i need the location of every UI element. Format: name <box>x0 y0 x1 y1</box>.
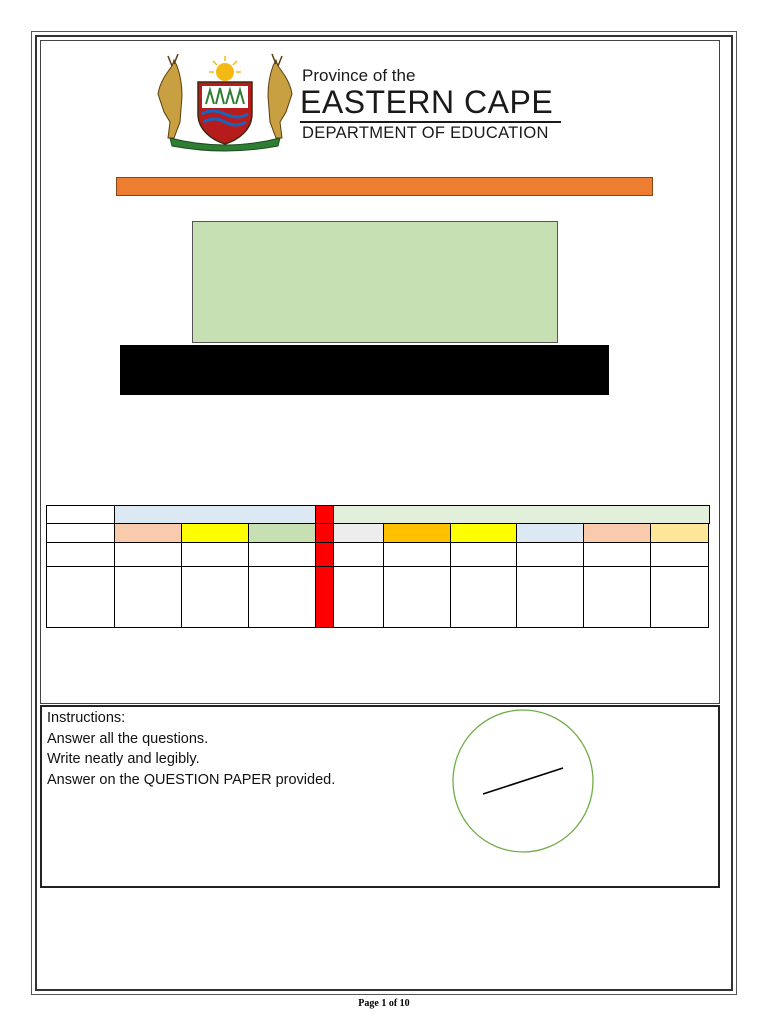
table-cell <box>114 542 182 567</box>
table-cell <box>333 542 384 567</box>
table-cell <box>650 542 709 567</box>
logo-divider <box>300 121 561 123</box>
mark-slash-line <box>483 768 563 794</box>
table-color-cell <box>450 523 517 543</box>
logo-eastern-cape-text: EASTERN CAPE <box>300 84 554 120</box>
table-cell <box>248 566 316 628</box>
table-color-cell <box>181 523 249 543</box>
instructions-heading: Instructions: <box>47 710 126 726</box>
table-cell <box>46 566 115 628</box>
logo-department-text: DEPARTMENT OF EDUCATION <box>302 124 549 142</box>
table-cell <box>583 542 651 567</box>
marks-table <box>46 505 710 628</box>
table-cell <box>383 566 451 628</box>
table-cell <box>583 566 651 628</box>
table-color-cell <box>315 523 334 543</box>
logo-province-text: Province of the <box>302 66 416 85</box>
table-top-cell-0 <box>46 505 115 524</box>
table-cell <box>114 566 182 628</box>
instruction-item: Write neatly and legibly. <box>47 751 200 767</box>
table-color-cell <box>114 523 182 543</box>
page-number: Page 1 of 10 <box>358 998 410 1009</box>
mark-circle <box>452 709 594 854</box>
table-color-cell <box>516 523 584 543</box>
table-cell <box>650 566 709 628</box>
subject-title-bar <box>116 177 653 196</box>
table-cell <box>46 542 115 567</box>
table-color-cell <box>383 523 451 543</box>
table-color-cell <box>333 523 384 543</box>
table-top-cell-2 <box>315 505 334 524</box>
instructions-block <box>47 708 335 790</box>
table-cell <box>181 566 249 628</box>
table-top-cell-1 <box>114 505 316 524</box>
table-top-cell-3 <box>333 505 710 524</box>
table-cell <box>333 566 384 628</box>
table-cell <box>450 542 517 567</box>
table-cell <box>315 566 334 628</box>
table-cell <box>181 542 249 567</box>
table-color-cell <box>248 523 316 543</box>
table-cell <box>248 542 316 567</box>
table-cell <box>450 566 517 628</box>
table-cell <box>315 542 334 567</box>
table-cell <box>383 542 451 567</box>
table-color-cell <box>583 523 651 543</box>
instruction-item: Answer on the QUESTION PAPER provided. <box>47 771 336 788</box>
table-color-cell <box>650 523 709 543</box>
instruction-item: Answer all the questions. <box>47 730 209 747</box>
redacted-title-bar <box>120 345 609 395</box>
table-cell <box>516 566 584 628</box>
grade-box <box>192 221 558 343</box>
table-cell <box>516 542 584 567</box>
crest-icon <box>158 54 292 151</box>
table-color-cell <box>46 523 115 543</box>
